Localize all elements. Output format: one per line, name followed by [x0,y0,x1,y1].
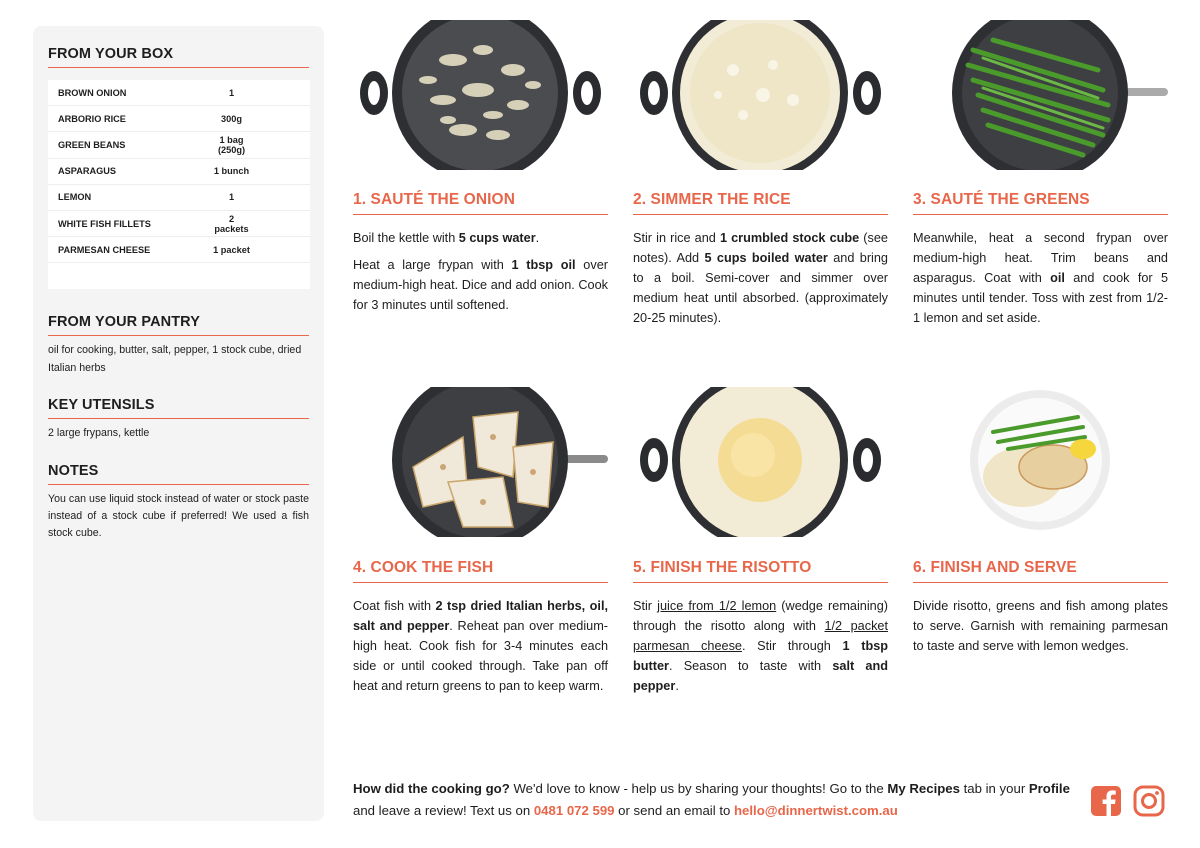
step-paragraph [353,255,608,315]
step-5-title: 5. FINISH THE RISOTTO [633,559,888,583]
from-your-box-section [48,46,309,289]
ingredient-qty: 1 packet [213,244,250,255]
bold-text: 5 cups water [458,231,536,245]
ingredient-row [48,159,310,185]
text-run: and cook for 5 minutes until tender. Toss with zest from 1/2-1 lemon and set aside. [913,271,1168,325]
step-4-title: 4. COOK THE FISH [353,559,608,583]
from-your-box-heading: FROM YOUR BOX [48,46,309,68]
ingredient-row [48,211,310,237]
phone-number-link[interactable]: 0481 072 599 [533,803,615,818]
text-run: Boil the kettle with [353,231,459,245]
text-run: . Season to taste with [668,659,833,673]
bold-text: 1 tbsp butter [633,639,888,673]
ingredient-name: ASPARAGUS [58,166,117,177]
ingredient-row [48,106,310,132]
ingredient-row [48,132,310,158]
ingredient-qty: 1 [228,192,235,203]
step-paragraph [353,228,608,248]
ingredient-qty: 300g [221,113,242,124]
ingredient-row [48,185,310,211]
step-paragraph [633,596,888,696]
pan-rice-photo [633,20,888,170]
ingredient-row [48,80,310,106]
text-run: Meanwhile, heat a second frypan over medium-high heat. Trim beans and asparagus. Coat with [913,231,1168,285]
ingredient-name: GREEN BEANS [58,139,126,150]
text-run: Stir in rice and [633,231,720,245]
pan-fish-photo [353,387,608,537]
ingredient-name: ARBORIO RICE [58,113,126,124]
footer-lead: How did the cooking go? [353,781,510,796]
ingredient-table [48,80,310,289]
step-5-body [633,596,888,703]
step-3-body [913,228,1168,335]
text-run: (see notes). Add [633,231,888,265]
text-run: . [675,679,679,693]
pan-onion-photo [353,20,608,170]
key-utensils-section [48,397,309,443]
footer-text-2: tab in your [959,781,1029,796]
text-run: . Stir through [741,639,843,653]
ingredient-qty: 1 [228,87,235,98]
ingredient-qty: 1 bag (250g) [217,134,246,155]
ingredient-name: PARMESAN CHEESE [58,244,151,255]
ingredient-qty: 2 packets [214,213,249,234]
underlined-text: 1/2 packet parmesan cheese [633,619,888,653]
step-paragraph [913,596,1168,656]
ingredient-qty: 1 bunch [213,166,250,177]
bold-text: 5 cups boiled water [704,251,828,265]
text-run: Stir [633,599,658,613]
text-run: over medium-high heat. Dice and add onion. Cook for 3 minutes until softened. [353,258,608,312]
notes-heading: NOTES [48,463,309,485]
footer-text-1: We'd love to know - help us by sharing your thoughts! Go to the [509,781,888,796]
from-your-pantry-heading: FROM YOUR PANTRY [48,314,309,336]
text-run: Heat a large frypan with [353,258,512,272]
plated-dish-photo [913,387,1168,537]
ingredient-name: LEMON [58,192,92,203]
ingredient-name: BROWN ONION [58,87,127,98]
ingredient-row [48,237,310,263]
step-3-title: 3. SAUTÉ THE GREENS [913,191,1168,215]
bold-text: 1 tbsp oil [511,258,576,272]
utensils-text: 2 large frypans, kettle [48,427,150,439]
text-run: . [535,231,540,245]
step-2-body [633,228,888,335]
from-your-pantry-section [48,314,309,377]
pan-risotto-photo [633,387,888,537]
instagram-icon[interactable] [1133,785,1165,817]
step-1-body [353,228,608,322]
my-recipes-link[interactable]: My Recipes [887,781,960,796]
notes-text: You can use liquid stock instead of water or stock paste instead of a stock cube if preferred! We used a fish stock cube. [48,493,309,539]
facebook-icon[interactable] [1090,785,1122,817]
pantry-text: oil for cooking, butter, salt, pepper, 1 stock cube, dried Italian herbs [48,344,302,374]
bold-text: salt and pepper [633,659,888,693]
text-run: Coat fish with [353,599,436,613]
ingredient-name: WHITE FISH FILLETS [58,218,151,229]
step-2-title: 2. SIMMER THE RICE [633,191,888,215]
key-utensils-heading: KEY UTENSILS [48,397,309,419]
text-run: . Reheat pan over medium-high heat. Cook fish for 3-4 minutes each side or until cooked through. Take pan off heat and return greens to pan to keep warm. [353,619,608,693]
step-4-body [353,596,608,703]
step-paragraph [353,596,608,696]
text-run: (wedge remaining) through the risotto along with [633,599,888,633]
notes-section [48,463,309,542]
bold-text: 1 crumbled stock cube [719,231,860,245]
email-link[interactable]: hello@dinnertwist.com.au [734,803,898,818]
review-footer [353,778,1073,822]
step-paragraph [913,228,1168,328]
underlined-text: juice from 1/2 lemon [657,599,777,613]
footer-text-4: or send an email to [614,803,734,818]
profile-link[interactable]: Profile [1028,781,1070,796]
text-run: Divide risotto, greens and fish among plates to serve. Garnish with remaining parmesan to taste and serve with lemon wedges. [913,599,1168,653]
bold-text: oil [1050,271,1065,285]
pan-greens-photo [913,20,1168,170]
step-6-body [913,596,1168,663]
text-run: and bring to a boil. Semi-cover and simmer over medium heat until absorbed. (approximately 20-25 minutes). [633,251,888,325]
step-paragraph [633,228,888,328]
step-1-title: 1. SAUTÉ THE ONION [353,191,608,215]
ingredients-panel [33,26,324,821]
bold-text: 2 tsp dried Italian herbs, oil, salt and pepper [353,599,608,633]
footer-text-3: and leave a review! Text us on [353,803,534,818]
step-6-title: 6. FINISH AND SERVE [913,559,1168,583]
